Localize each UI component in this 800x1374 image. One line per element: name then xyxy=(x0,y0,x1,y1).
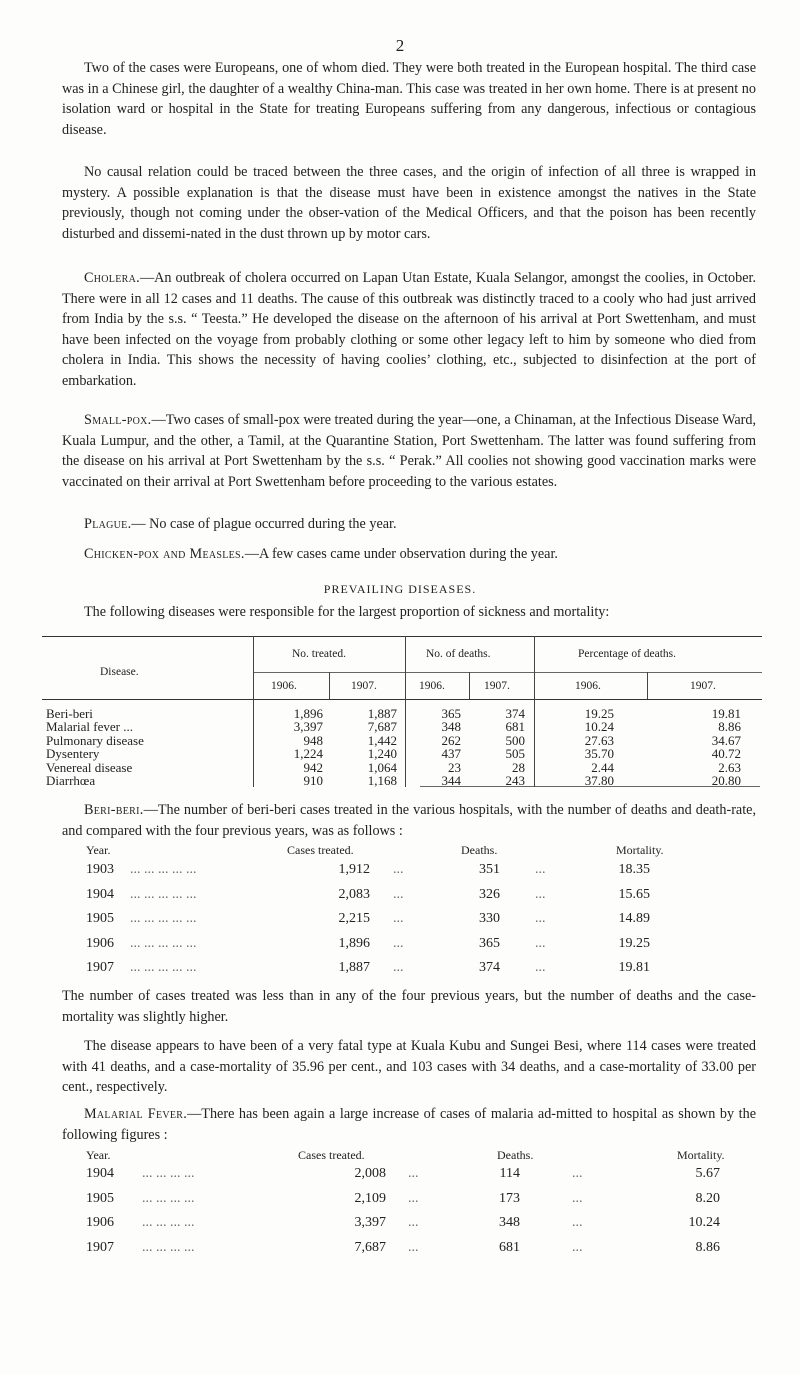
beriberi-year: 1905 xyxy=(86,911,114,926)
malaria-header-deaths: Deaths. xyxy=(497,1148,534,1162)
leader-dots: ... xyxy=(572,1166,583,1181)
malaria-cases: 3,397 xyxy=(354,1215,386,1230)
pct-1906: 35.70 xyxy=(584,746,614,762)
header-deaths-1906: 1906. xyxy=(419,680,445,692)
beriberi-year: 1904 xyxy=(86,886,114,902)
pct-1906: 10.24 xyxy=(584,719,614,735)
malaria-cases: 2,109 xyxy=(354,1190,386,1206)
treated-1907: 1,240 xyxy=(367,746,397,762)
malaria-header-year: Year. xyxy=(86,1148,111,1162)
malaria-mortality: 8.20 xyxy=(695,1190,720,1206)
paragraph-beriberi xyxy=(62,800,756,841)
treated-1907: 1,887 xyxy=(367,706,397,721)
beriberi-deaths: 374 xyxy=(479,960,500,975)
malaria-year: 1906 xyxy=(86,1215,114,1230)
disease-name: Dysentery xyxy=(46,746,100,762)
leader-dots: ... xyxy=(393,960,404,975)
paragraph-cholera xyxy=(62,268,756,391)
disease-name: Venereal disease xyxy=(46,759,133,775)
malaria-deaths: 348 xyxy=(499,1215,520,1230)
header-treated-1906: 1906. xyxy=(271,680,297,692)
beriberi-mortality: 15.65 xyxy=(618,886,650,902)
malaria-header-mortality: Mortality. xyxy=(677,1148,725,1162)
treated-1907: 7,687 xyxy=(367,719,397,735)
treated-1906: 3,397 xyxy=(293,719,323,735)
malaria-title: Malarial Fever. xyxy=(84,1106,188,1122)
leader-dots: ... ... ... ... xyxy=(142,1190,195,1206)
malaria-text: —There has been again a large increase of cases of malaria ad-mitted to hospital as shown by the following figures : xyxy=(62,1106,756,1143)
beriberi-deaths: 326 xyxy=(479,886,500,902)
leader-dots: ... xyxy=(535,911,546,926)
malaria-deaths: 681 xyxy=(499,1239,520,1255)
beriberi-cases: 1,896 xyxy=(338,935,370,951)
deaths-1906: 23 xyxy=(448,759,461,775)
beriberi-cases: 2,083 xyxy=(338,886,370,902)
header-deaths: No. of deaths. xyxy=(426,648,491,660)
deaths-1906: 437 xyxy=(441,746,461,762)
pct-1907: 34.67 xyxy=(711,732,741,748)
leader-dots: ... xyxy=(393,862,404,877)
beriberi-cases: 1,887 xyxy=(338,960,370,975)
beriberi-year: 1907 xyxy=(86,960,114,975)
pct-1907: 8.86 xyxy=(718,719,741,735)
disease-name: Malarial fever ... xyxy=(46,719,133,735)
leader-dots: ... ... ... ... ... xyxy=(130,862,197,877)
deaths-1906: 262 xyxy=(441,732,461,748)
leader-dots: ... xyxy=(393,911,404,926)
treated-1906: 1,224 xyxy=(293,746,323,762)
header-pct-1906: 1906. xyxy=(575,680,601,692)
deaths-1906: 348 xyxy=(441,719,461,735)
leader-dots: ... ... ... ... xyxy=(142,1166,195,1181)
beriberi-year: 1903 xyxy=(86,862,114,877)
pct-1906: 37.80 xyxy=(584,773,614,788)
disease-name: Pulmonary disease xyxy=(46,732,144,748)
deaths-1907: 681 xyxy=(505,719,525,735)
beriberi-mortality: 19.81 xyxy=(618,960,650,975)
deaths-1907: 505 xyxy=(505,746,525,762)
paragraph-plague xyxy=(62,514,756,535)
beriberi-header-deaths: Deaths. xyxy=(461,843,498,857)
paragraph-chickenpox xyxy=(62,544,756,565)
leader-dots: ... xyxy=(572,1215,583,1230)
beriberi-deaths: 365 xyxy=(479,935,500,951)
treated-1907: 1,442 xyxy=(367,732,397,748)
header-percentage: Percentage of deaths. xyxy=(578,648,677,660)
pct-1907: 19.81 xyxy=(711,706,741,721)
plague-title: Plague. xyxy=(84,516,132,532)
smallpox-text: —Two cases of small-pox were treated during the year—one, a Chinaman, at the Infectious Disease Ward, Kuala Lumpur, and the other, a Tamil, at the Quarantine Station, Port Swettenham. The latter was found suffering from the disease on his arrival at Port Swettenham by the s.s. “ Perak.” All coolies not showing good vaccination marks were vaccinated on their arrival at Port Swettenham before proceeding to the various estates. xyxy=(62,412,756,490)
deaths-1907: 243 xyxy=(505,773,525,788)
pct-1907: 2.63 xyxy=(718,759,741,775)
pct-1906: 27.63 xyxy=(584,732,614,748)
deaths-1907: 374 xyxy=(505,706,525,721)
page-number: 2 xyxy=(395,36,405,55)
leader-dots: ... xyxy=(408,1190,419,1206)
treated-1907: 1,064 xyxy=(367,759,397,775)
paragraph-smallpox xyxy=(62,410,756,492)
malaria-mortality: 5.67 xyxy=(695,1166,720,1181)
paragraph-european-cases: Two of the cases were Europeans, one of whom died. They were both treated in the European hospital. The third case was in a Chinese girl, the daughter of a wealthy China-man. This case was treated in her own home. There is at present no isolation ward or hospital in the State for treating Europeans suffering from any dangerous, infectious or contagious disease. xyxy=(62,60,756,138)
leader-dots: ... ... ... ... ... xyxy=(130,960,197,975)
beriberi-cases: 1,912 xyxy=(338,862,370,877)
deaths-1907: 28 xyxy=(512,759,525,775)
beriberi-year: 1906 xyxy=(86,935,114,951)
pct-1907: 40.72 xyxy=(711,746,741,762)
treated-1906: 910 xyxy=(303,773,323,788)
chickenpox-title: Chicken-pox and Measles. xyxy=(84,546,245,562)
plague-text: — No case of plague occurred during the year. xyxy=(131,516,397,532)
smallpox-title: Small-pox. xyxy=(84,412,152,428)
malaria-deaths: 114 xyxy=(499,1166,520,1181)
paragraph-causal-relation: No causal relation could be traced between the three cases, and the origin of infection of all three is wrapped in mystery. A possible explanation is that the disease must have been in existence amongst the natives in the State previously, though not coming under the obser-vation of the Medical Officers, and that the poison has been recently disturbed and dissemi-nated in the dust thrown up by motor cars. xyxy=(62,164,756,242)
leader-dots: ... xyxy=(535,886,546,902)
beriberi-mortality: 19.25 xyxy=(618,935,650,951)
malaria-mortality: 8.86 xyxy=(695,1239,720,1255)
leader-dots: ... xyxy=(408,1239,419,1255)
malaria-year: 1905 xyxy=(86,1190,114,1206)
malaria-header-cases: Cases treated. xyxy=(298,1148,365,1162)
leader-dots: ... ... ... ... ... xyxy=(130,935,197,951)
header-deaths-1907: 1907. xyxy=(484,680,510,692)
header-disease: Disease. xyxy=(100,666,139,678)
beriberi-deaths: 330 xyxy=(479,911,500,926)
malaria-cases: 2,008 xyxy=(354,1166,386,1181)
chickenpox-text: —A few cases came under observation during the year. xyxy=(244,546,558,562)
beriberi-cases: 2,215 xyxy=(338,911,370,926)
beriberi-header-year: Year. xyxy=(86,843,111,857)
treated-1906: 942 xyxy=(303,759,323,775)
leader-dots: ... xyxy=(535,960,546,975)
malaria-mortality: 10.24 xyxy=(688,1215,720,1230)
cholera-title: Cholera. xyxy=(84,270,140,286)
treated-1907: 1,168 xyxy=(367,773,397,788)
beriberi-mortality: 18.35 xyxy=(618,862,650,877)
paragraph-malaria xyxy=(62,1104,756,1145)
header-pct-1907: 1907. xyxy=(690,680,716,692)
leader-dots: ... ... ... ... xyxy=(142,1239,195,1255)
beriberi-mortality: 14.89 xyxy=(618,911,650,926)
leader-dots: ... ... ... ... ... xyxy=(130,911,197,926)
treated-1906: 1,896 xyxy=(293,706,323,721)
deaths-1906: 344 xyxy=(441,773,461,788)
malaria-deaths: 173 xyxy=(499,1190,520,1206)
beriberi-title: Beri-beri. xyxy=(84,802,144,818)
disease-name: Diarrhœa xyxy=(46,773,96,788)
leader-dots: ... xyxy=(393,935,404,951)
section-heading: PREVAILING DISEASES. xyxy=(323,582,477,596)
leader-dots: ... xyxy=(572,1239,583,1255)
deaths-1907: 500 xyxy=(505,732,525,748)
leader-dots: ... xyxy=(393,886,404,902)
header-treated-1907: 1907. xyxy=(351,680,377,692)
beriberi-header-cases: Cases treated. xyxy=(287,843,354,857)
malaria-year: 1904 xyxy=(86,1166,114,1181)
paragraph-beriberi-summary: The number of cases treated was less than in any of the four previous years, but the number of deaths and the case-mortality was slightly higher. xyxy=(62,988,756,1025)
header-treated: No. treated. xyxy=(292,648,346,660)
deaths-1906: 365 xyxy=(441,706,461,721)
pct-1906: 19.25 xyxy=(584,706,614,721)
leader-dots: ... xyxy=(408,1215,419,1230)
paragraph-beriberi-locations: The disease appears to have been of a very fatal type at Kuala Kubu and Sungei Besi, where 114 cases were treated with 41 deaths, and a case-mortality of 35.96 per cent., and 103 cases with 34 deaths, and a case-mortality of 33.00 per cent., respectively. xyxy=(62,1038,756,1095)
beriberi-header-mortality: Mortality. xyxy=(616,843,664,857)
beriberi-deaths: 351 xyxy=(479,862,500,877)
malaria-year: 1907 xyxy=(86,1239,114,1255)
disease-name: Beri-beri xyxy=(46,706,93,721)
paragraph-intro-diseases: The following diseases were responsible for the largest proportion of sickness and mortality: xyxy=(84,604,610,620)
leader-dots: ... ... ... ... ... xyxy=(130,886,197,902)
pct-1906: 2.44 xyxy=(591,759,614,775)
pct-1907: 20.80 xyxy=(711,773,741,788)
malaria-cases: 7,687 xyxy=(354,1239,386,1255)
cholera-text: —An outbreak of cholera occurred on Lapan Utan Estate, Kuala Selangor, amongst the coolies, in October. There were in all 12 cases and 11 deaths. The cause of this outbreak was distinctly traced to a cooly who had just arrived from India by the s.s. “ Teesta.” He developed the disease on the afternoon of his arrival at Port Swettenham, and must have been infected on the voyage from probably clothing or some other legacy left to him by someone who died from cholera in India. This shows the necessity of having coolies’ clothing, etc., subjected to disinfection at the port of embarkation. xyxy=(62,270,756,389)
leader-dots: ... xyxy=(535,935,546,951)
leader-dots: ... xyxy=(408,1166,419,1181)
leader-dots: ... xyxy=(572,1190,583,1206)
beriberi-text: —The number of beri-beri cases treated in the various hospitals, with the number of deaths and death-rate, and compared with the four previous years, was as follows : xyxy=(62,802,756,839)
leader-dots: ... xyxy=(535,862,546,877)
treated-1906: 948 xyxy=(303,732,323,748)
leader-dots: ... ... ... ... xyxy=(142,1215,195,1230)
